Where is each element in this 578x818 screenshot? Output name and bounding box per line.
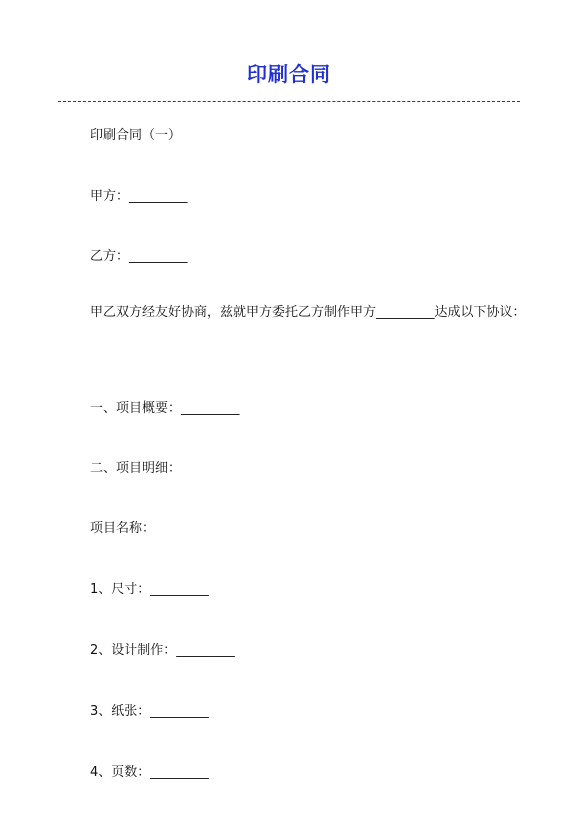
item-size: 1、尺寸：_________ <box>90 582 209 597</box>
item-paper: 3、纸张：_________ <box>90 704 209 719</box>
section-overview: 一、项目概要：_________ <box>90 401 240 416</box>
document-title: 印刷合同 <box>247 62 331 86</box>
intro-paragraph: 甲乙双方经友好协商，兹就甲方委托乙方制作甲方_________达成以下协议： <box>90 305 526 320</box>
contract-heading: 印刷合同（一） <box>90 128 182 143</box>
item-pages: 4、页数：_________ <box>90 765 209 780</box>
title-divider <box>58 101 520 102</box>
section-details: 二、项目明细： <box>90 461 182 476</box>
party-b-line: 乙方：_________ <box>90 249 188 264</box>
item-design: 2、设计制作：_________ <box>90 643 235 658</box>
party-a-line: 甲方：_________ <box>90 189 188 204</box>
item-name-label: 项目名称： <box>90 521 156 536</box>
